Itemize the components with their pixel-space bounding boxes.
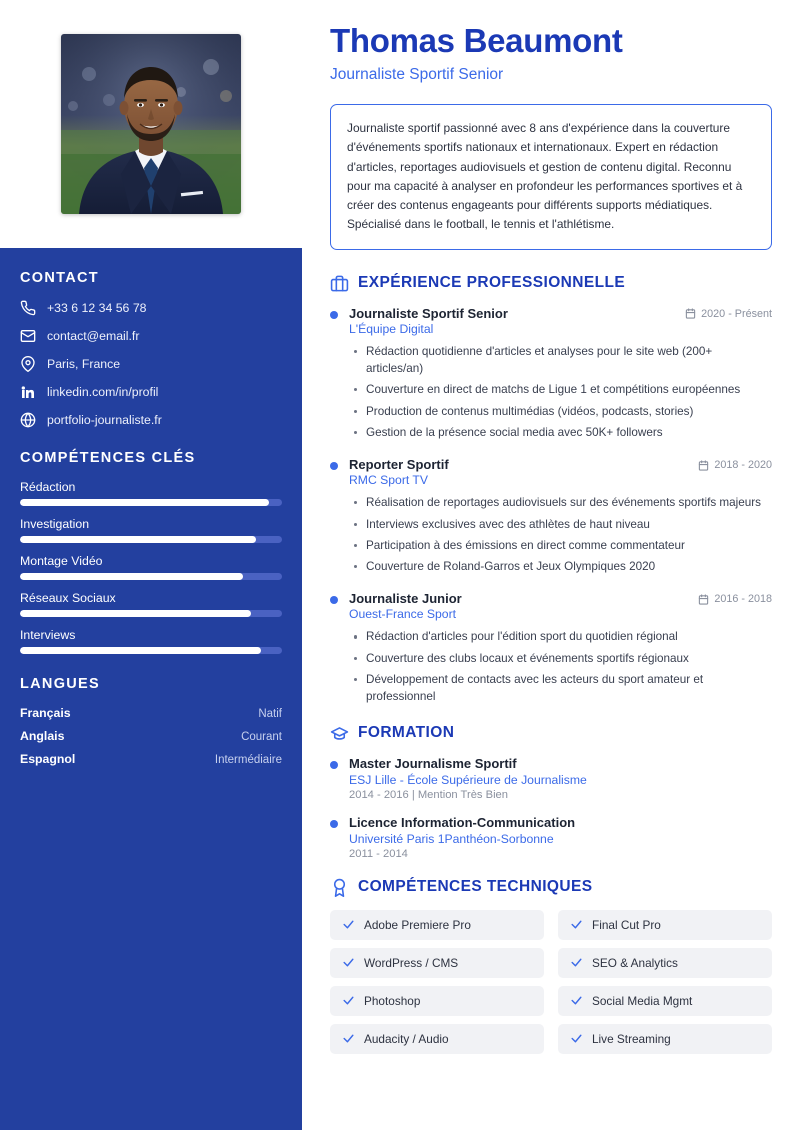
experience-bullet: Participation à des émissions en direct comme commentateur <box>349 537 772 554</box>
technical-skills-section <box>330 878 772 1054</box>
experience-bullet: Réalisation de reportages audiovisuels sur des événements sportifs majeurs <box>349 494 772 511</box>
check-icon <box>570 918 583 931</box>
skill-fill <box>20 536 256 543</box>
skill-label: Rédaction <box>20 480 76 494</box>
language-item <box>20 729 282 743</box>
experience-date-text: 2020 - Présent <box>701 307 772 320</box>
experience-title: Journaliste Junior <box>349 591 462 607</box>
briefcase-icon <box>330 274 349 293</box>
skill-fill <box>20 647 261 654</box>
sidebar-blue-panel <box>0 248 302 1130</box>
education-item <box>330 815 772 860</box>
experience-heading-row <box>330 274 772 293</box>
experience-bullet: Rédaction quotidienne d'articles et analyses pour le site web (200+ articles/an) <box>349 343 772 378</box>
skill-fill <box>20 610 251 617</box>
email-icon <box>20 328 36 344</box>
experience-bullet: Rédaction d'articles pour l'édition sport du quotidien régional <box>349 628 772 645</box>
language-level: Intermédiaire <box>214 754 282 766</box>
check-icon <box>570 994 583 1007</box>
education-section <box>330 724 772 860</box>
technical-skill-chip <box>558 910 772 940</box>
experience-section <box>330 274 772 706</box>
skill-bars-list <box>20 480 282 654</box>
experience-bullet: Gestion de la présence social media avec 50K+ followers <box>349 424 772 441</box>
contact-location-text: Paris, France <box>47 357 121 371</box>
experience-date <box>685 306 772 320</box>
technical-heading-row <box>330 878 772 897</box>
calendar-icon <box>698 460 709 471</box>
experience-item-header <box>349 591 772 606</box>
check-icon <box>342 918 355 931</box>
skill-track <box>20 499 282 506</box>
technical-skill-label: Photoshop <box>364 993 421 1008</box>
technical-heading: COMPÉTENCES TECHNIQUES <box>358 878 593 896</box>
photo-zone <box>0 0 302 248</box>
technical-skill-chip <box>330 986 544 1016</box>
page-title: Thomas Beaumont <box>330 22 623 59</box>
experience-heading: EXPÉRIENCE PROFESSIONNELLE <box>358 274 626 292</box>
education-school: ESJ Lille - École Supérieure de Journalisme <box>349 772 587 787</box>
experience-bullets <box>349 628 772 705</box>
timeline-dot-icon <box>330 596 338 604</box>
experience-date <box>698 591 772 605</box>
check-icon <box>570 956 583 969</box>
linkedin-icon <box>20 384 36 400</box>
technical-skills-grid <box>330 910 772 1054</box>
skill-item <box>20 554 282 580</box>
contact-phone-text: +33 6 12 34 56 78 <box>47 301 147 315</box>
contact-item-email[interactable] <box>20 328 282 344</box>
contact-item-website[interactable] <box>20 412 282 428</box>
experience-item <box>330 591 772 705</box>
skill-track <box>20 610 282 617</box>
technical-skill-label: Adobe Premiere Pro <box>364 917 471 932</box>
technical-skill-chip <box>558 1024 772 1054</box>
language-name: Espagnol <box>20 752 76 766</box>
contact-heading: CONTACT <box>20 270 99 286</box>
experience-date <box>698 457 772 471</box>
skill-label: Réseaux Sociaux <box>20 591 116 605</box>
contact-item-phone[interactable] <box>20 300 282 316</box>
skill-fill <box>20 573 243 580</box>
calendar-icon <box>685 308 696 319</box>
skill-label: Investigation <box>20 517 90 531</box>
language-item <box>20 752 282 766</box>
contact-list <box>20 300 282 428</box>
skill-track <box>20 647 282 654</box>
languages-heading: LANGUES <box>20 676 100 692</box>
education-heading: FORMATION <box>358 724 455 742</box>
main-content <box>302 0 800 1130</box>
education-meta: 2011 - 2014 <box>349 847 408 860</box>
calendar-icon <box>698 594 709 605</box>
experience-item <box>330 306 772 442</box>
location-pin-icon <box>20 356 36 372</box>
experience-bullet: Couverture en direct de matchs de Ligue 1 et compétitions européennes <box>349 381 772 398</box>
skill-label: Interviews <box>20 628 76 642</box>
skill-item <box>20 628 282 654</box>
contact-item-location[interactable] <box>20 356 282 372</box>
education-meta: 2014 - 2016 | Mention Très Bien <box>349 788 509 801</box>
contact-website-text: portfolio-journaliste.fr <box>47 413 162 427</box>
education-degree: Master Journalisme Sportif <box>349 755 517 771</box>
education-school: Université Paris 1Panthéon-Sorbonne <box>349 831 554 846</box>
check-icon <box>570 1032 583 1045</box>
skill-fill <box>20 499 269 506</box>
experience-title: Journaliste Sportif Senior <box>349 305 508 321</box>
skill-item <box>20 517 282 543</box>
education-degree: Licence Information-Communication <box>349 814 576 830</box>
skill-label: Montage Vidéo <box>20 554 103 568</box>
profile-summary: Journaliste sportif passionné avec 8 ans d'expérience dans la couverture d'événements sportifs nationaux et internationaux. Expert en rédaction d'articles, reportages audiovisuels et gestion de contenu digital. Reconnu pour ma capacité à analyser en profondeur les performances sportives et à créer des contenus engageants pour différents supports médiatiques. Spécialisé dans le football, le tennis et l'athlétisme. <box>330 104 772 250</box>
experience-bullets <box>349 494 772 575</box>
skills-heading: COMPÉTENCES CLÉS <box>20 450 196 466</box>
experience-date-text: 2016 - 2018 <box>714 593 772 606</box>
experience-bullet: Développement de contacts avec les acteurs du sport amateur et professionnel <box>349 671 772 706</box>
experience-bullet: Couverture des clubs locaux et événements sportifs régionaux <box>349 650 772 667</box>
language-level: Courant <box>241 731 282 743</box>
technical-skill-label: Live Streaming <box>592 1031 671 1046</box>
profile-photo <box>61 34 241 214</box>
experience-bullet: Production de contenus multimédias (vidéos, podcasts, stories) <box>349 403 772 420</box>
check-icon <box>342 1032 355 1045</box>
timeline-dot-icon <box>330 820 338 828</box>
job-role-subtitle: Journaliste Sportif Senior <box>330 65 504 83</box>
experience-item-header <box>349 457 772 472</box>
technical-skill-chip <box>558 986 772 1016</box>
technical-skill-label: Audacity / Audio <box>364 1031 449 1046</box>
experience-item <box>330 457 772 575</box>
education-heading-row <box>330 724 772 743</box>
technical-skill-label: SEO & Analytics <box>592 955 678 970</box>
graduation-cap-icon <box>330 724 349 743</box>
experience-title: Reporter Sportif <box>349 457 449 473</box>
check-icon <box>342 956 355 969</box>
language-item <box>20 706 282 720</box>
award-icon <box>330 878 349 897</box>
technical-skill-label: Final Cut Pro <box>592 917 661 932</box>
experience-organization: RMC Sport TV <box>349 473 429 488</box>
experience-date-text: 2018 - 2020 <box>714 459 772 472</box>
check-icon <box>342 994 355 1007</box>
technical-skill-label: WordPress / CMS <box>364 955 459 970</box>
contact-email-text: contact@email.fr <box>47 329 140 343</box>
technical-skill-chip <box>330 1024 544 1054</box>
timeline-dot-icon <box>330 311 338 319</box>
sidebar <box>0 0 302 1130</box>
technical-skill-chip <box>330 910 544 940</box>
language-name: Anglais <box>20 729 65 743</box>
language-level: Natif <box>258 708 282 720</box>
technical-skill-chip <box>558 948 772 978</box>
experience-bullets <box>349 343 772 442</box>
technical-skill-chip <box>330 948 544 978</box>
experience-bullet: Couverture de Roland-Garros et Jeux Olympiques 2020 <box>349 558 772 575</box>
experience-item-header <box>349 306 772 321</box>
experience-bullet: Interviews exclusives avec des athlètes de haut niveau <box>349 516 772 533</box>
contact-linkedin-text: linkedin.com/in/profil <box>47 385 159 399</box>
education-item <box>330 756 772 801</box>
experience-organization: Ouest-France Sport <box>349 607 457 622</box>
skill-item <box>20 480 282 506</box>
skill-item <box>20 591 282 617</box>
globe-icon <box>20 412 36 428</box>
phone-icon <box>20 300 36 316</box>
language-name: Français <box>20 706 71 720</box>
technical-skill-label: Social Media Mgmt <box>592 993 693 1008</box>
timeline-dot-icon <box>330 761 338 769</box>
languages-list <box>20 706 282 766</box>
skill-track <box>20 536 282 543</box>
experience-organization: L'Équipe Digital <box>349 321 434 336</box>
skill-track <box>20 573 282 580</box>
timeline-dot-icon <box>330 462 338 470</box>
contact-item-linkedin[interactable] <box>20 384 282 400</box>
